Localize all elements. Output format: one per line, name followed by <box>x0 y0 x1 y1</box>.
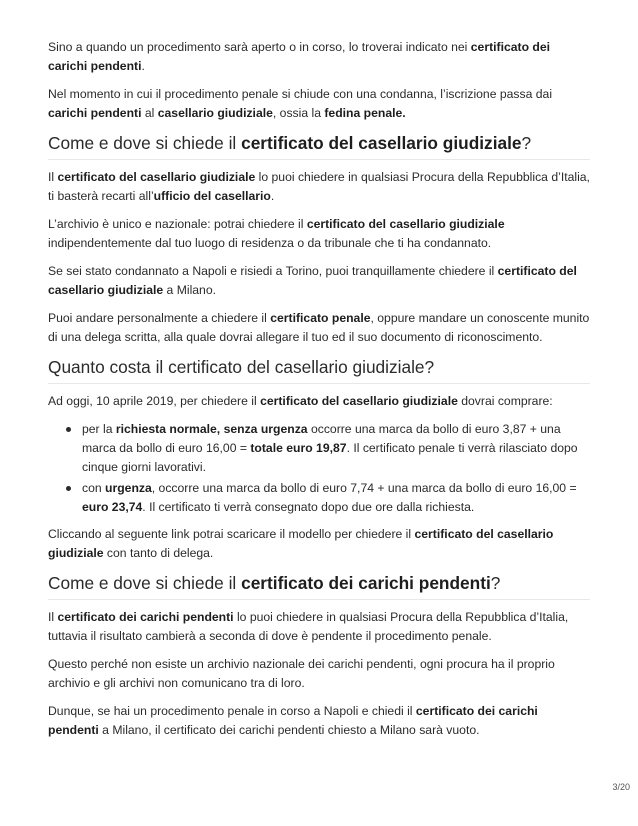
bullet-icon <box>66 486 71 491</box>
text: occorre una marca da bollo di euro 3,87 + una marca da bollo di euro 16,00 = <box>82 422 561 455</box>
list-item <box>82 420 590 477</box>
text: dovrai comprare: <box>457 394 553 408</box>
bold-text: ufficio del casellario <box>153 189 271 203</box>
text: indipendentemente dal tuo luogo di residenza o da tribunale che ti ha condannato. <box>48 236 492 250</box>
paragraph <box>48 525 590 563</box>
text: , ossia la <box>272 106 325 120</box>
section-heading <box>48 572 590 600</box>
bold-text: certificato del casellario giudiziale <box>306 217 505 231</box>
bold-text: carichi pendenti <box>48 106 142 120</box>
text: per la <box>82 422 116 436</box>
text: lo puoi chiedere in qualsiasi Procura della Repubblica d’Italia, tuttavia il risultato cambierà a seconda di dove è pendente il procedimento penale. <box>48 610 569 643</box>
text: . <box>141 59 145 73</box>
bold-text: certificato dei carichi pendenti <box>57 610 234 624</box>
paragraph: Questo perché non esiste un archivio nazionale dei carichi pendenti, ogni procura ha il proprio archivio e gli archivi non comunicano tra di loro. <box>48 657 555 690</box>
paragraph <box>48 38 590 76</box>
bold-text: certificato del casellario giudiziale <box>260 394 458 408</box>
bold-text: fedina penale. <box>324 106 406 120</box>
bold-text: urgenza <box>105 481 152 495</box>
text: Se sei stato condannato a Napoli e risiedi a Torino, puoi tranquillamente chiedere il <box>48 264 498 278</box>
text: Sino a quando un procedimento sarà aperto o in corso, lo troverai indicato nei <box>48 40 471 54</box>
bold-text: casellario giudiziale <box>157 106 273 120</box>
paragraph <box>48 702 590 740</box>
text: Il <box>48 610 58 624</box>
paragraph <box>48 215 590 253</box>
bold-text: certificato dei carichi pendenti <box>48 40 551 73</box>
heading-bold-text: certificato del casellario giudiziale <box>241 133 522 153</box>
text: Il <box>48 170 58 184</box>
text: Dunque, se hai un procedimento penale in corso a Napoli e chiedi il <box>48 704 416 718</box>
bold-text: certificato dei carichi pendenti <box>48 704 538 737</box>
paragraph <box>48 85 590 123</box>
text: , oppure mandare un conoscente munito di una delega scritta, alla quale dovrai allegare il tuo ed il suo documento di riconoscimento. <box>48 311 590 344</box>
text: con tanto di delega. <box>103 546 214 560</box>
text: a Milano, il certificato dei carichi pendenti chiesto a Milano sarà vuoto. <box>98 723 480 737</box>
section-heading: Quanto costa il certificato del casellario giudiziale? <box>48 356 590 384</box>
bullet-icon <box>66 427 71 432</box>
list-item <box>82 479 590 517</box>
text: Ad oggi, 10 aprile 2019, per chiedere il <box>48 394 261 408</box>
heading-bold-text: certificato dei carichi pendenti <box>241 573 491 593</box>
text: Puoi andare personalmente a chiedere il <box>48 311 271 325</box>
text: lo puoi chiedere in qualsiasi Procura della Repubblica d’Italia, ti basterà recarti all’ <box>48 170 590 203</box>
text: a Milano. <box>163 283 216 297</box>
text: Cliccando al seguente link potrai scaricare il modello per chiedere il <box>48 527 415 541</box>
bold-text: certificato penale <box>270 311 371 325</box>
text: al <box>141 106 158 120</box>
bold-text: certificato del casellario giudiziale <box>48 264 577 297</box>
paragraph <box>48 392 590 411</box>
heading-text: ? <box>490 573 501 593</box>
paragraph <box>48 168 590 206</box>
document-page <box>48 38 590 749</box>
heading-text: Come e dove si chiede il <box>48 133 242 153</box>
bold-text: certificato del casellario giudiziale <box>48 527 554 560</box>
paragraph <box>48 262 590 300</box>
text: . Il certificato ti verrà consegnato dopo due ore dalla richiesta. <box>142 500 475 514</box>
heading-text: Come e dove si chiede il <box>48 573 242 593</box>
paragraph <box>48 309 590 347</box>
text: . <box>270 189 275 203</box>
bold-text: euro 23,74 <box>82 500 143 514</box>
text: , occorre una marca da bollo di euro 7,74 + una marca da bollo di euro 16,00 = <box>151 481 577 495</box>
text: L’archivio è unico e nazionale: potrai chiedere il <box>48 217 307 231</box>
bold-text: certificato del casellario giudiziale <box>57 170 256 184</box>
heading-text: ? <box>521 133 532 153</box>
bold-text: totale euro 19,87 <box>250 441 347 455</box>
section-heading <box>48 132 590 160</box>
text: . Il certificato penale ti verrà rilasciato dopo cinque giorni lavorativi. <box>82 441 578 474</box>
paragraph <box>48 608 590 646</box>
text: Nel momento in cui il procedimento penale si chiude con una condanna, l’iscrizione passa dai <box>48 87 553 101</box>
bold-text: richiesta normale, senza urgenza <box>115 422 308 436</box>
page-number: 3/20 <box>612 782 630 792</box>
cost-list <box>48 420 590 517</box>
text: con <box>82 481 106 495</box>
